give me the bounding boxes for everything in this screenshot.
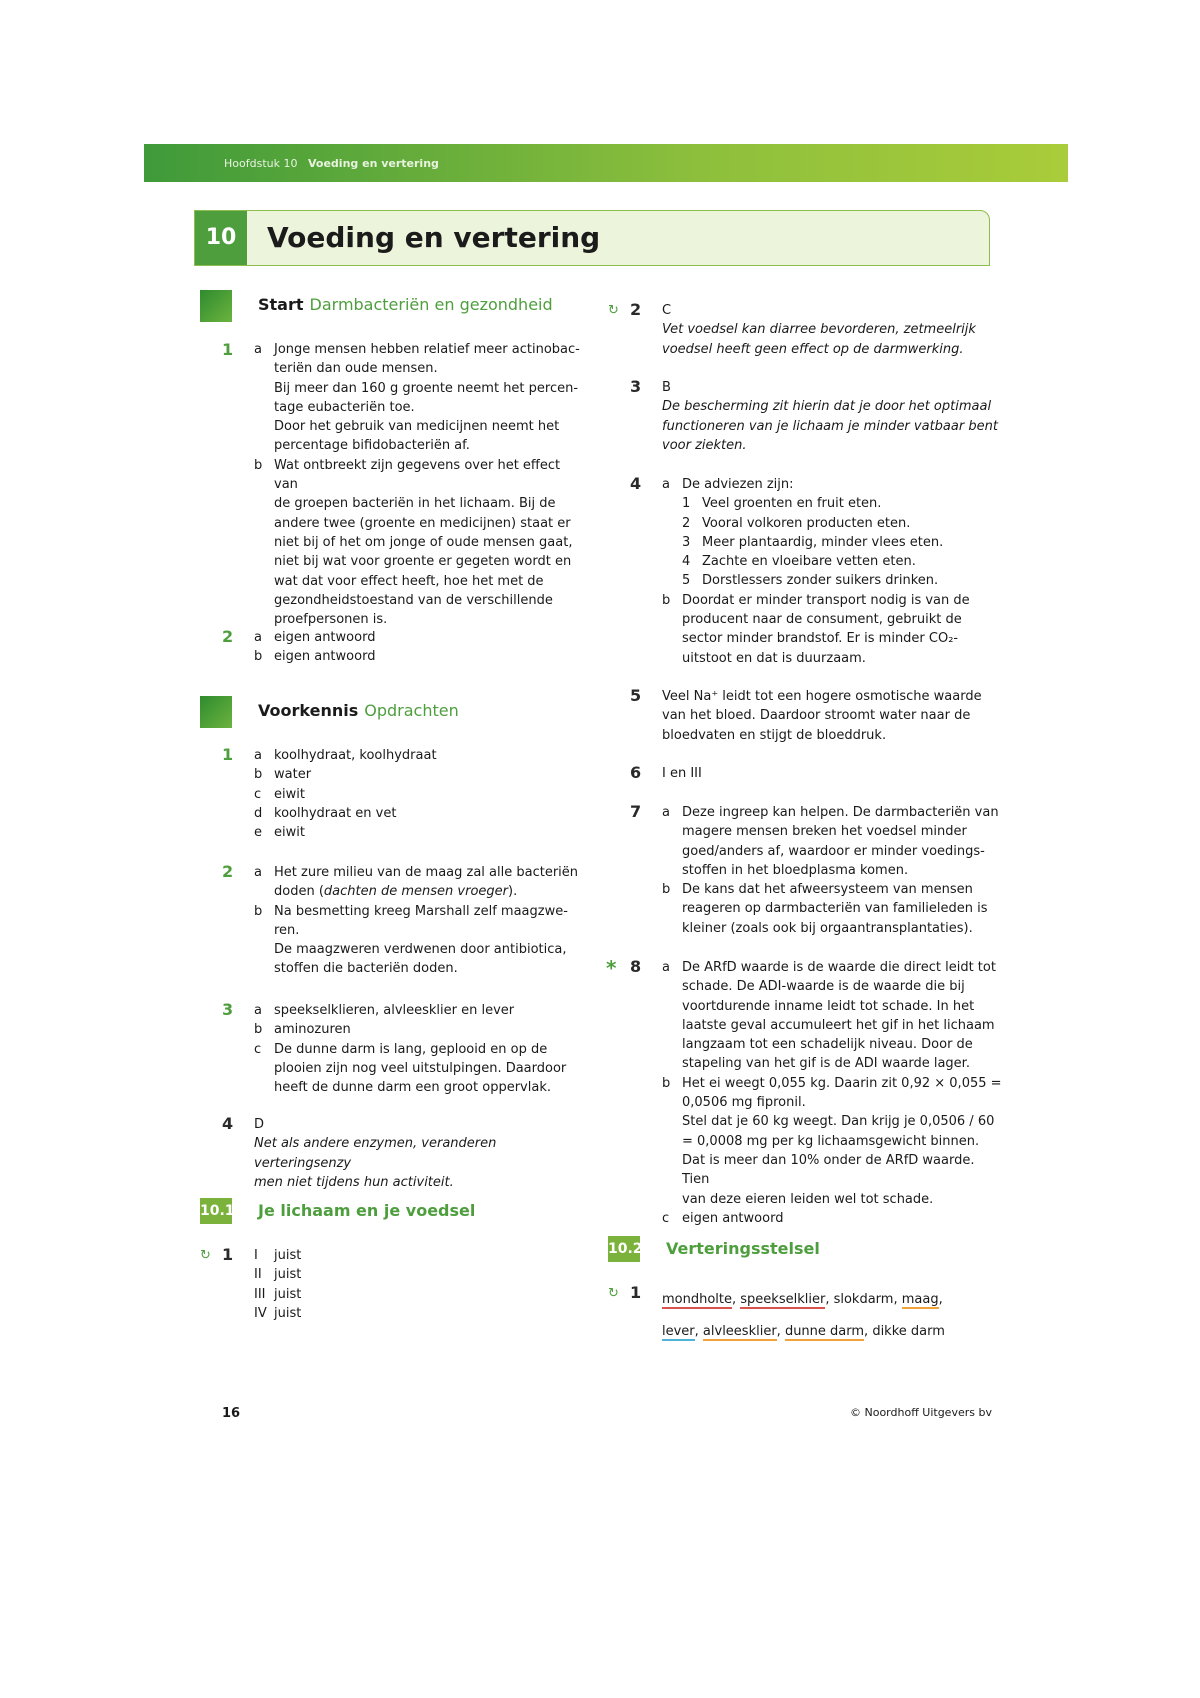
answer-line: niet bij wat voor groente er gegeten wordt en bbox=[274, 554, 572, 570]
question-number: 2 bbox=[222, 627, 234, 646]
answer-line: I en III bbox=[662, 766, 702, 781]
answer-line: men niet tijdens hun activiteit. bbox=[254, 1174, 454, 1190]
star-icon: * bbox=[606, 956, 617, 980]
answer-line: Bij meer dan 160 g groente neemt het percen- bbox=[274, 380, 579, 396]
answer-line: Vet voedsel kan diarree bevorderen, zetmeelrijk bbox=[662, 322, 976, 338]
organ-label: lever bbox=[662, 1324, 695, 1339]
answer-line: = 0,0008 mg per kg lichaamsgewicht binnen. bbox=[682, 1133, 980, 1149]
question-body: a Deze ingreep kan helpen. De darmbacteriën van magere mensen breken het voedsel minder goed/anders af, waardoor er minder voedings- stoffen in het bloedplasma komen. b De kans dat het afweersysteem van mensen reageren op darmbacteriën van familieleden is kleiner (zoals ook bij orgaantransplantaties). bbox=[662, 803, 1002, 938]
answer-line: van deze eieren leiden wel tot schade. bbox=[682, 1191, 934, 1207]
organ-label: speekselklier bbox=[740, 1292, 826, 1307]
answer-line: langzaam tot een schadelijk niveau. Door de bbox=[682, 1037, 973, 1053]
answer-line: Het ei weegt 0,055 kg. Daarin zit 0,92 × 0,055 = bbox=[682, 1075, 1002, 1091]
answer-line: Door het gebruik van medicijnen neemt het bbox=[274, 419, 560, 435]
answer-line: De kans dat het afweersysteem van mensen bbox=[682, 882, 973, 898]
answer-line: eigen antwoord bbox=[682, 1210, 784, 1226]
answer-line: doden (dachten de mensen vroeger). bbox=[274, 884, 518, 900]
answer-line: sector minder brandstof. Er is minder CO₂- bbox=[682, 631, 959, 647]
answer-line: teriën dan oude mensen. bbox=[274, 361, 438, 377]
answer-line: juist bbox=[274, 1267, 302, 1283]
answer-letter: C bbox=[662, 303, 672, 318]
question-body bbox=[662, 1284, 1002, 1348]
answer-line: laatste geval accumuleert het gif in het lichaam bbox=[682, 1017, 995, 1033]
answer-line: water bbox=[274, 767, 312, 783]
question-number: 1 bbox=[222, 1245, 234, 1264]
question-body: I juist II juist III juist IV juist bbox=[254, 1246, 554, 1323]
question-body bbox=[662, 301, 1002, 359]
answer-line: De adviezen zijn: bbox=[682, 477, 794, 492]
answer-line: Na besmetting kreeg Marshall zelf maagzwe- bbox=[274, 903, 568, 919]
answer-line: voortdurende inname leidt tot schade. In het bbox=[682, 998, 975, 1014]
list-item: Dorstlessers zonder suikers drinken. bbox=[702, 573, 939, 589]
header-title: Voeding en vertering bbox=[308, 157, 439, 170]
question-number: 2 bbox=[630, 300, 642, 319]
answer-line: eiwit bbox=[274, 825, 305, 841]
answer-line: wat dat voor effect heeft, hoe het met de bbox=[274, 573, 544, 589]
answer-line: kleiner (zoals ook bij orgaantransplantaties). bbox=[682, 920, 973, 936]
answer-line: de groepen bacteriën in het lichaam. Bij de bbox=[274, 496, 556, 512]
question-body bbox=[254, 1115, 594, 1192]
section-tag: 10.1 bbox=[200, 1198, 232, 1224]
question-number: 3 bbox=[222, 1000, 234, 1019]
answer-line: Stel dat je 60 kg weegt. Dan krijg je 0,0506 / 60 bbox=[682, 1114, 995, 1130]
answer-line: van het bloed. Daardoor stroomt water naar de bbox=[662, 708, 971, 724]
answer-line: schade. De ADI-waarde is de waarde die bij bbox=[682, 979, 965, 995]
question-number: 1 bbox=[630, 1283, 642, 1302]
question-body: a De ARfD waarde is de waarde die direct leidt tot schade. De ADI-waarde is de waarde die bij voortdurende inname leidt tot schade. In het laatste geval accumuleert het gif in het lichaam langzaam tot een schadelijk niveau. Door de stapeling van het gif is de ADI waarde lager. b Het ei weegt 0,055 kg. Daarin zit 0,92 × 0,055 = 0,0506 mg fipronil. Stel dat je 60 kg weegt. Dan krijg je 0,0506 / 60 = 0,0008 mg per kg lichaamsgewicht binnen. Dat is meer dan 10% onder de ARfD waarde. Tien van deze eieren leiden wel tot schade. c eigen antwoord bbox=[662, 958, 1002, 1228]
copyright: © Noordhoff Uitgevers bv bbox=[850, 1406, 992, 1419]
organ-label: maag bbox=[901, 1292, 939, 1307]
section-subtitle: Darmbacteriën en gezondheid bbox=[309, 295, 553, 314]
organ-label: slokdarm bbox=[833, 1292, 894, 1307]
answer-line: voor ziekten. bbox=[662, 437, 747, 453]
question-number: 5 bbox=[630, 686, 642, 705]
question-body bbox=[662, 764, 1002, 783]
answer-line: speekselklieren, alvleesklier en lever bbox=[274, 1003, 515, 1018]
header-bar bbox=[144, 144, 1068, 182]
list-item: Zachte en vloeibare vetten eten. bbox=[702, 554, 916, 570]
answer-line: uitstoot en dat is duurzaam. bbox=[682, 650, 866, 666]
organ-label: alvleesklier bbox=[702, 1324, 777, 1339]
answer-line: functioneren van je lichaam je minder vatbaar bent bbox=[662, 418, 998, 434]
question-body: a Het zure milieu van de maag zal alle bacteriën doden (dachten de mensen vroeger). b Na besmetting kreeg Marshall zelf maagzwe- ren. De maagzweren verdwenen door antibiotica, stoffen die bacteriën doden. bbox=[254, 863, 584, 979]
question-body bbox=[662, 378, 1002, 455]
question-number: 1 bbox=[222, 340, 234, 359]
refresh-icon: ↻ bbox=[608, 1286, 619, 1301]
answer-line: lever, alvleesklier, dunne darm, dikke darm bbox=[662, 1324, 945, 1339]
question-number: 4 bbox=[222, 1114, 234, 1133]
refresh-icon: ↻ bbox=[608, 303, 619, 318]
answer-line: stapeling van het gif is de ADI waarde lager. bbox=[682, 1056, 970, 1072]
answer-line: Dat is meer dan 10% onder de ARfD waarde. Tien bbox=[682, 1152, 975, 1188]
answer-line: eigen antwoord bbox=[274, 649, 376, 665]
answer-line: Net als andere enzymen, veranderen verteringsenzy bbox=[254, 1136, 497, 1171]
answer-line: juist bbox=[274, 1248, 302, 1263]
answer-line: De dunne darm is lang, geplooid en op de bbox=[274, 1041, 548, 1057]
answer-line: stoffen in het bloedplasma komen. bbox=[682, 862, 909, 878]
answer-line: koolhydraat en vet bbox=[274, 805, 397, 821]
answer-letter: D bbox=[254, 1117, 265, 1132]
list-item: Veel groenten en fruit eten. bbox=[702, 496, 882, 512]
answer-line: eigen antwoord bbox=[274, 630, 376, 645]
chapter-title-box bbox=[194, 210, 990, 266]
section-title: Je lichaam en je voedsel bbox=[258, 1201, 476, 1220]
question-number: 2 bbox=[222, 862, 234, 881]
header-chapter: Hoofdstuk 10 bbox=[224, 157, 298, 170]
question-number: 4 bbox=[630, 474, 642, 493]
answer-line: gezondheidstoestand van de verschillende bbox=[274, 592, 553, 608]
answer-line: andere twee (groente en medicijnen) staat er bbox=[274, 515, 571, 531]
answer-line: 0,0506 mg fipronil. bbox=[682, 1095, 806, 1111]
answer-line: mondholte, speekselklier, slokdarm, maag, bbox=[662, 1292, 943, 1307]
answer-line: Veel Na⁺ leidt tot een hogere osmotische waarde bbox=[662, 689, 982, 704]
question-body: a De adviezen zijn: 1 Veel groenten en fruit eten. 2 Vooral volkoren producten eten. 3 Meer plantaardig, minder vlees eten. 4 Zachte en vloeibare vetten eten. 5 Dorstlessers zonder suikers drinken. b Doordat er minder transport nodig is van de producent naar de consument, gebruikt de sector minder brandstof. Er is minder CO₂- uitstoot en dat is duurzaam. bbox=[662, 475, 1002, 668]
organ-label: dunne darm bbox=[784, 1324, 865, 1339]
answer-line: Het zure milieu van de maag zal alle bacteriën bbox=[274, 865, 579, 880]
answer-letter: B bbox=[662, 380, 671, 395]
section-subtitle: Opdrachten bbox=[364, 701, 459, 720]
answer-line: juist bbox=[274, 1286, 302, 1302]
answer-line: De ARfD waarde is de waarde die direct leidt tot bbox=[682, 960, 996, 975]
list-item: Meer plantaardig, minder vlees eten. bbox=[702, 534, 944, 550]
answer-line: stoffen die bacteriën doden. bbox=[274, 961, 458, 977]
chapter-title: Voeding en vertering bbox=[267, 221, 601, 254]
question-body: a eigen antwoord b eigen antwoord bbox=[254, 628, 584, 667]
answer-line: Wat ontbreekt zijn gegevens over het effect van bbox=[274, 457, 561, 493]
list-item: Vooral volkoren producten eten. bbox=[702, 515, 911, 531]
section-marker bbox=[200, 696, 232, 728]
organ-label: mondholte bbox=[662, 1292, 733, 1307]
section-marker bbox=[200, 290, 232, 322]
answer-line: De bescherming zit hierin dat je door het optimaal bbox=[662, 399, 992, 415]
answer-line: plooien zijn nog veel uitstulpingen. Daardoor bbox=[274, 1060, 567, 1076]
answer-line: producent naar de consument, gebruikt de bbox=[682, 612, 962, 628]
section-label: Voorkennis bbox=[258, 701, 359, 720]
answer-line: juist bbox=[274, 1305, 302, 1321]
answer-line: niet bij of het om jonge of oude mensen gaat, bbox=[274, 534, 573, 550]
refresh-icon: ↻ bbox=[200, 1248, 211, 1263]
answer-line: Deze ingreep kan helpen. De darmbacteriën van bbox=[682, 805, 999, 820]
answer-line: ren. bbox=[274, 922, 300, 938]
question-number: 8 bbox=[630, 957, 642, 976]
answer-line: Doordat er minder transport nodig is van de bbox=[682, 592, 970, 608]
section-label: Start bbox=[258, 295, 304, 314]
question-body bbox=[662, 687, 1002, 745]
answer-line: De maagzweren verdwenen door antibiotica, bbox=[274, 942, 567, 958]
section-title: Verteringsstelsel bbox=[666, 1239, 820, 1258]
question-number: 3 bbox=[630, 377, 642, 396]
answer-line: koolhydraat, koolhydraat bbox=[274, 748, 437, 763]
organ-label: dikke darm bbox=[872, 1324, 945, 1339]
question-number: 7 bbox=[630, 802, 642, 821]
page-number: 16 bbox=[222, 1406, 241, 1421]
section-tag: 10.2 bbox=[608, 1236, 640, 1262]
answer-line: proefpersonen is. bbox=[274, 612, 388, 628]
question-body: a koolhydraat, koolhydraat b water c eiwit d koolhydraat en vet e eiwit bbox=[254, 746, 584, 842]
answer-line: reageren op darmbacteriën van familieleden is bbox=[682, 901, 988, 917]
answer-line: eiwit bbox=[274, 786, 305, 802]
answer-line: heeft de dunne darm een groot oppervlak. bbox=[274, 1080, 551, 1096]
answer-line: magere mensen breken het voedsel minder bbox=[682, 824, 967, 840]
question-number: 1 bbox=[222, 745, 234, 764]
answer-line: Jonge mensen hebben relatief meer actinobac- bbox=[274, 342, 580, 357]
answer-line: percentage bifidobacteriën af. bbox=[274, 438, 470, 454]
question-body: a speekselklieren, alvleesklier en lever b aminozuren c De dunne darm is lang, geplooid en op de plooien zijn nog veel uitstulpingen. Daardoor heeft de dunne darm een groot oppervlak. bbox=[254, 1001, 584, 1097]
question-body: a Jonge mensen hebben relatief meer actinobac- teriën dan oude mensen. Bij meer dan 160 g groente neemt het percen- tage eubacteriën toe. Door het gebruik van medicijnen neemt het percentage bifidobacteriën af. b Wat ontbreekt zijn gegevens over het effect van de groepen bacteriën in het lichaam. Bij de andere twee (groente en medicijnen) staat er niet bij of het om jonge of oude mensen gaat, niet bij wat voor groente er gegeten wordt en wat dat voor effect heeft, hoe het met de gezondheidstoestand van de verschillende proefpersonen is. bbox=[254, 340, 584, 629]
question-number: 6 bbox=[630, 763, 642, 782]
answer-line: voedsel heeft geen effect op de darmwerking. bbox=[662, 341, 964, 357]
answer-line: aminozuren bbox=[274, 1022, 351, 1038]
answer-line: bloedvaten en stijgt de bloeddruk. bbox=[662, 727, 887, 743]
chapter-number: 10 bbox=[195, 211, 247, 265]
answer-line: goed/anders af, waardoor er minder voedings- bbox=[682, 843, 985, 859]
answer-line: tage eubacteriën toe. bbox=[274, 399, 415, 415]
